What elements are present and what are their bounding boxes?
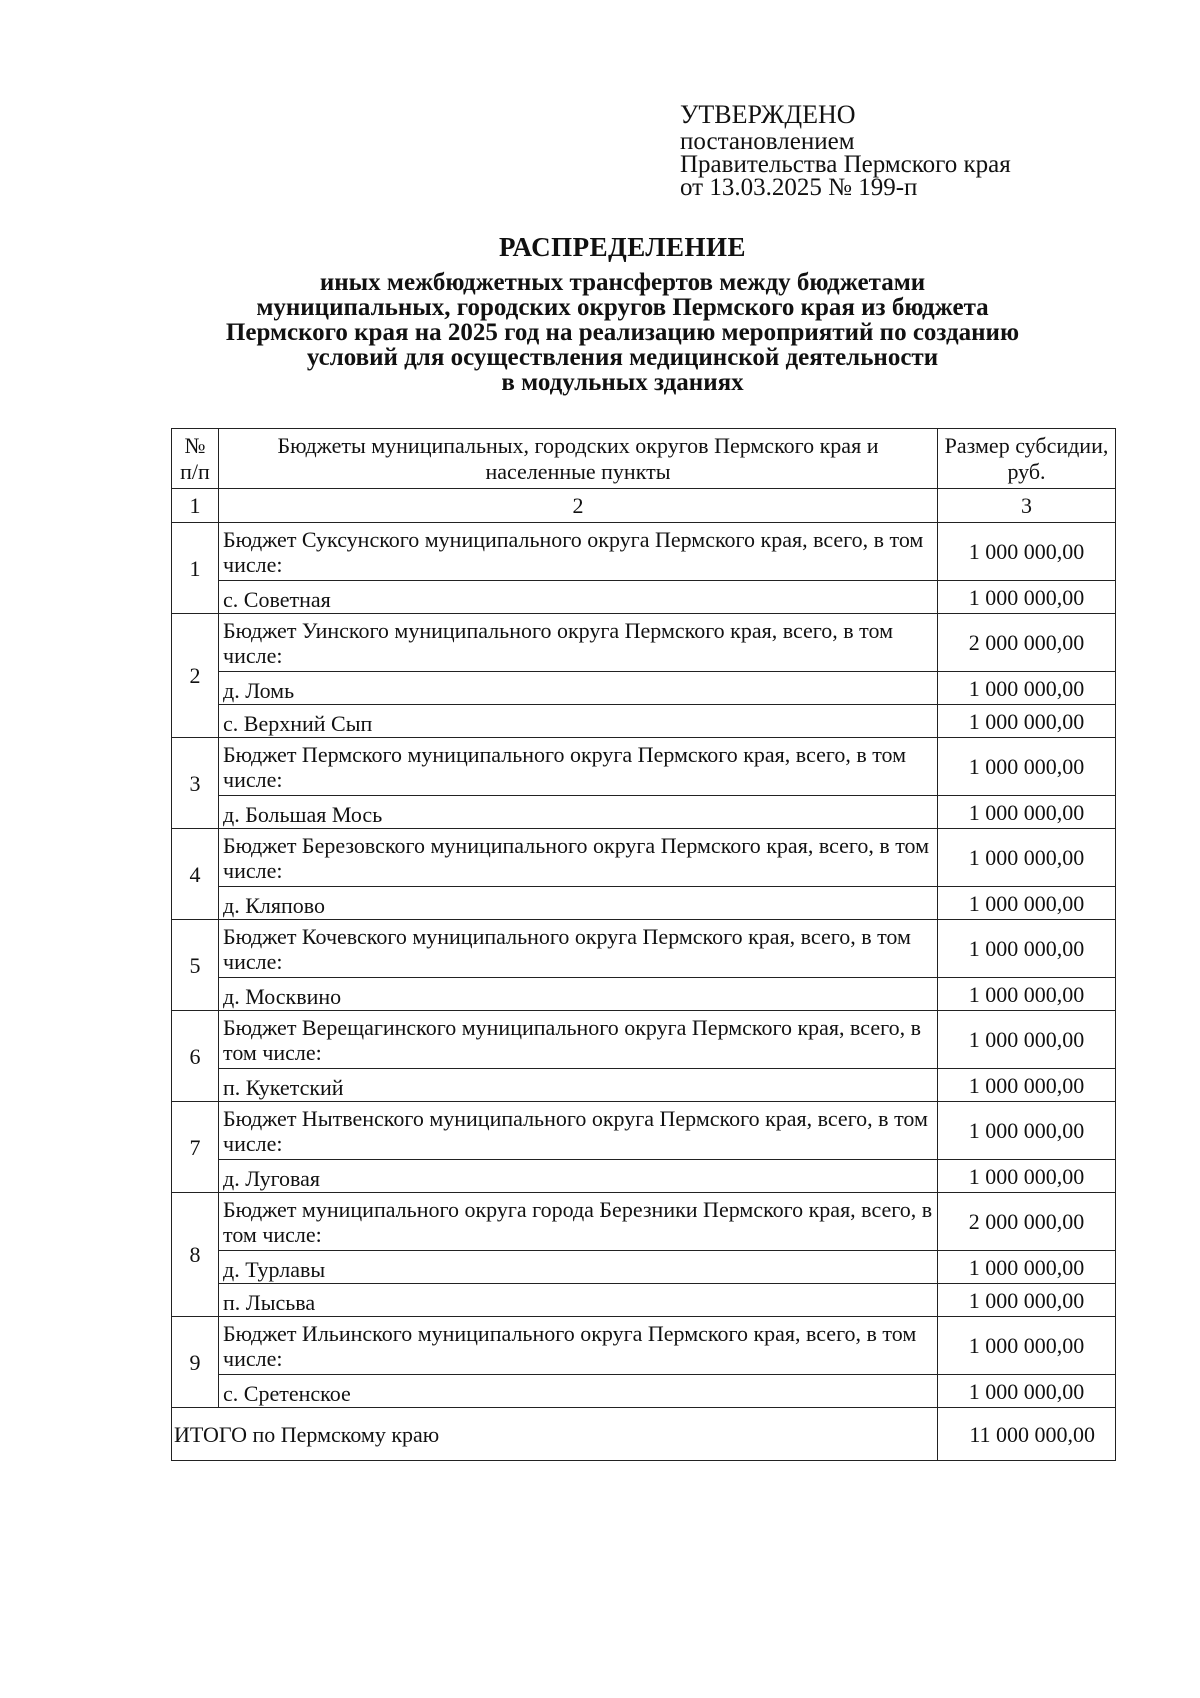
settlement-amount: 1 000 000,00 [938,1284,1116,1317]
settlement-amount: 1 000 000,00 [938,1160,1116,1193]
table-row [172,1160,1116,1193]
approval-line-2: Правительства Пермского края [680,151,1011,178]
settlement-amount: 1 000 000,00 [938,978,1116,1011]
table-row [172,829,1116,887]
row-number: 3 [172,738,219,829]
table-row [172,1284,1116,1317]
subtitle-line: в модульных зданиях [501,369,744,396]
budget-name: Бюджет Березовского муниципального округа Пермского края, всего, в том числе: [219,829,938,887]
row-number: 4 [172,829,219,920]
table-row [172,1317,1116,1375]
row-number: 6 [172,1011,219,1102]
header-num: № п/п [172,429,219,489]
column-index: 2 [219,489,938,523]
table-row [172,796,1116,829]
budget-amount: 2 000 000,00 [938,1193,1116,1251]
total-label: ИТОГО по Пермскому краю [172,1408,938,1461]
settlement-name: п. Кукетский [219,1069,938,1102]
row-number: 5 [172,920,219,1011]
settlement-name: д. Луговая [219,1160,938,1193]
budget-amount: 1 000 000,00 [938,1011,1116,1069]
budget-name: Бюджет Ильинского муниципального округа Пермского края, всего, в том числе: [219,1317,938,1375]
table-row [172,920,1116,978]
settlement-amount: 1 000 000,00 [938,1251,1116,1284]
table-row [172,738,1116,796]
budget-amount: 1 000 000,00 [938,738,1116,796]
settlement-name: с. Сретенское [219,1375,938,1408]
approval-line-1: постановлением [680,128,855,155]
row-number: 2 [172,614,219,738]
budget-name: Бюджет Пермского муниципального округа Пермского края, всего, в том числе: [219,738,938,796]
budget-amount: 1 000 000,00 [938,920,1116,978]
header-budget: Бюджеты муниципальных, городских округов Пермского края и населенные пункты [219,429,938,489]
settlement-name: д. Большая Мось [219,796,938,829]
subtitle-line: иных межбюджетных трансфертов между бюджетами [319,269,926,296]
budget-name: Бюджет муниципального округа города Березники Пермского края, всего, в том числе: [219,1193,938,1251]
column-index: 1 [172,489,219,523]
column-index-row [172,489,1116,523]
document-subtitle [0,270,1200,395]
settlement-name: п. Лысьва [219,1284,938,1317]
row-number: 1 [172,523,219,614]
table-row [172,1069,1116,1102]
approval-line-3: от 13.03.2025 № 199-п [680,174,918,201]
settlement-amount: 1 000 000,00 [938,705,1116,738]
budget-amount: 1 000 000,00 [938,523,1116,581]
settlement-name: д. Ломь [219,672,938,705]
settlement-name: с. Советная [219,581,938,614]
budget-amount: 1 000 000,00 [938,829,1116,887]
budget-amount: 1 000 000,00 [938,1102,1116,1160]
total-amount: 11 000 000,00 [938,1408,1116,1461]
table-row [172,887,1116,920]
table-row [172,1102,1116,1160]
budget-name: Бюджет Кочевского муниципального округа Пермского края, всего, в том числе: [219,920,938,978]
table-row [172,1193,1116,1251]
column-index: 3 [938,489,1116,523]
table-row [172,978,1116,1011]
settlement-name: д. Москвино [219,978,938,1011]
settlement-amount: 1 000 000,00 [938,672,1116,705]
settlement-amount: 1 000 000,00 [938,581,1116,614]
budget-amount: 1 000 000,00 [938,1317,1116,1375]
distribution-table [171,428,1116,1461]
row-number: 7 [172,1102,219,1193]
row-number: 8 [172,1193,219,1317]
settlement-name: д. Турлавы [219,1251,938,1284]
table-header-row [172,429,1116,489]
table-row [172,672,1116,705]
row-number: 9 [172,1317,219,1408]
settlement-amount: 1 000 000,00 [938,796,1116,829]
settlement-amount: 1 000 000,00 [938,1375,1116,1408]
table-row [172,523,1116,581]
table-row [172,1011,1116,1069]
budget-name: Бюджет Верещагинского муниципального округа Пермского края, всего, в том числе: [219,1011,938,1069]
header-amount: Размер субсидии, руб. [938,429,1116,489]
subtitle-line: муниципальных, городских округов Пермского края из бюджета [256,294,989,321]
table-row [172,1375,1116,1408]
table-row [172,705,1116,738]
budget-name: Бюджет Уинского муниципального округа Пермского края, всего, в том числе: [219,614,938,672]
settlement-name: д. Кляпово [219,887,938,920]
subtitle-line: Пермского края на 2025 год на реализацию мероприятий по созданию [225,319,1020,346]
settlement-amount: 1 000 000,00 [938,1069,1116,1102]
table-row [172,1251,1116,1284]
budget-name: Бюджет Нытвенского муниципального округа Пермского края, всего, в том числе: [219,1102,938,1160]
budget-name: Бюджет Суксунского муниципального округа Пермского края, всего, в том числе: [219,523,938,581]
settlement-amount: 1 000 000,00 [938,887,1116,920]
approval-block [680,100,1100,199]
table-row [172,614,1116,672]
total-row [172,1408,1116,1461]
approval-title: УТВЕРЖДЕНО [680,100,856,129]
subtitle-line: условий для осуществления медицинской деятельности [306,344,939,371]
settlement-name: с. Верхний Сып [219,705,938,738]
budget-amount: 2 000 000,00 [938,614,1116,672]
table-row [172,581,1116,614]
document-title: РАСПРЕДЕЛЕНИЕ [498,232,747,262]
